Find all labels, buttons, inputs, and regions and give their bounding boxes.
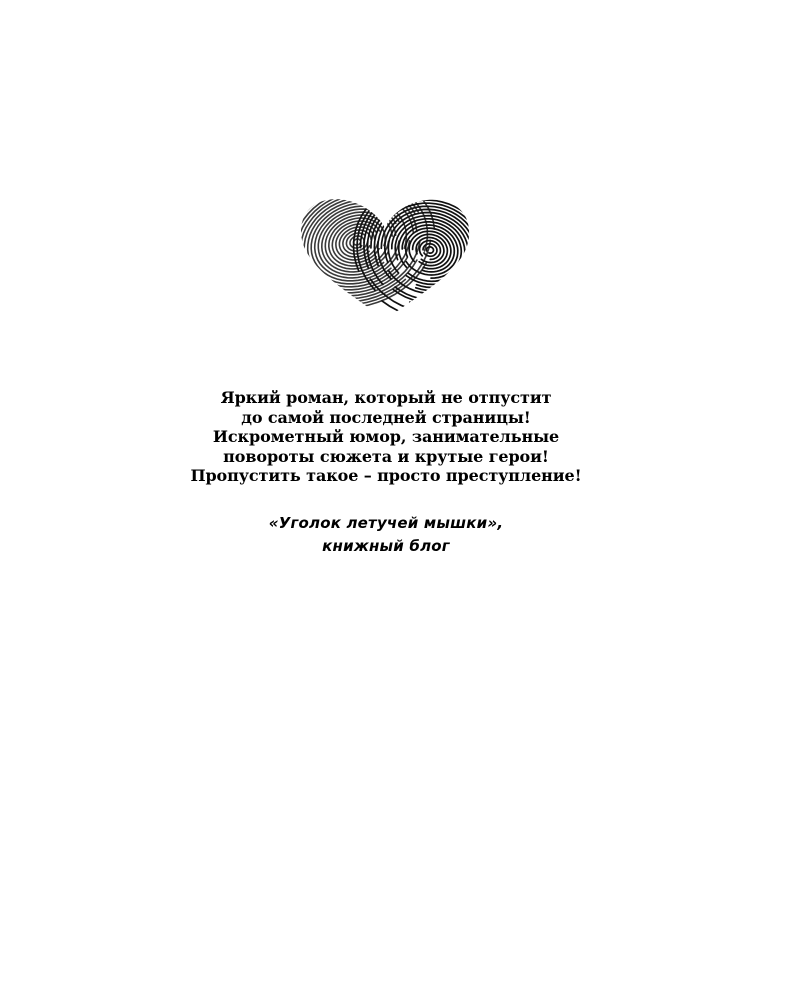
fingerprint-ridge bbox=[402, 225, 458, 275]
attribution-source: «Уголок летучей мышки», bbox=[268, 514, 504, 532]
attribution-type: книжный блог bbox=[322, 537, 450, 555]
quote-line: до самой последней страницы! bbox=[241, 407, 531, 427]
quote-line: Яркий роман, который не отпустит bbox=[220, 388, 552, 407]
quote-line: Пропустить такое – просто преступление! bbox=[190, 466, 582, 486]
quote-line: повороты сюжета и крутые герои! bbox=[223, 446, 549, 466]
fingerprint-heart-graphic bbox=[295, 192, 475, 322]
quote-attribution bbox=[0, 512, 772, 558]
blurb-quote bbox=[0, 388, 772, 486]
fingerprint-heart-icon bbox=[295, 192, 475, 322]
fingerprint-ridge bbox=[399, 222, 462, 278]
quote-line: Искрометный юмор, занимательные bbox=[212, 427, 560, 447]
